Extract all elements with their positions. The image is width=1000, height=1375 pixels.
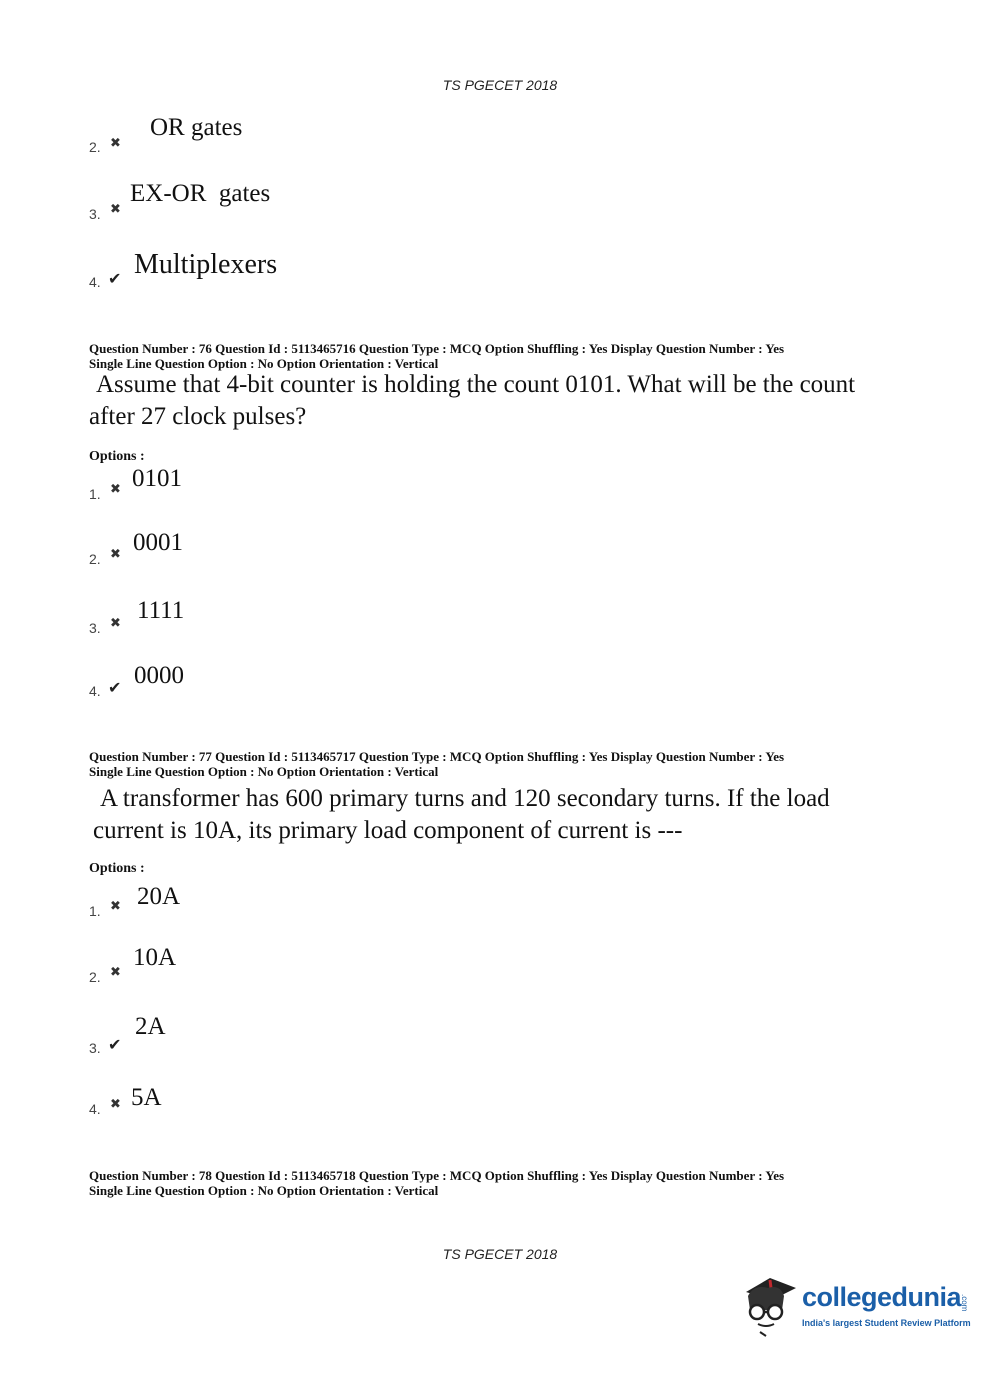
cross-icon: ✖	[110, 899, 121, 914]
cross-icon: ✖	[110, 965, 121, 980]
option-text: 10A	[133, 944, 177, 971]
question-meta-line1: Question Number : 76 Question Id : 5113465716 Question Type : MCQ Option Shuffling : Yes Display Question Number : Yes	[89, 341, 785, 356]
cross-icon: ✖	[110, 1097, 121, 1112]
question-meta-line2: Single Line Question Option : No Option Orientation : Vertical	[89, 764, 439, 779]
option-number: 1.	[89, 903, 101, 919]
check-icon: ✔	[108, 269, 122, 288]
question-meta-line1: Question Number : 77 Question Id : 5113465717 Question Type : MCQ Option Shuffling : Yes Display Question Number : Yes	[89, 749, 785, 764]
option-number: 4.	[89, 683, 101, 699]
option-text: 20A	[137, 883, 181, 910]
option-text: 0001	[133, 529, 183, 556]
option-text: 5A	[131, 1084, 162, 1111]
brand-name: collegedunia	[802, 1282, 962, 1312]
option-text: Multiplexers	[134, 249, 278, 280]
question-meta-line2: Single Line Question Option : No Option Orientation : Vertical	[89, 356, 439, 371]
mascot-icon	[740, 1270, 800, 1338]
brand-tagline: India's largest Student Review Platform	[802, 1318, 971, 1328]
option-number: 1.	[89, 486, 101, 502]
option-number: 2.	[89, 551, 101, 567]
options-label: Options :	[89, 861, 145, 876]
option-number: 4.	[89, 1101, 101, 1117]
question-meta-line1: Question Number : 78 Question Id : 5113465718 Question Type : MCQ Option Shuffling : Yes Display Question Number : Yes	[89, 1168, 785, 1183]
question-text-line1: A transformer has 600 primary turns and 120 secondary turns. If the load	[100, 785, 830, 812]
cross-icon: ✖	[110, 547, 121, 562]
option-number: 3.	[89, 206, 101, 222]
option-text: 1111	[137, 597, 185, 624]
option-text: OR gates	[150, 114, 243, 141]
option-number: 3.	[89, 1040, 101, 1056]
option-text: EX-OR gates	[130, 180, 271, 207]
question-text-line2: after 27 clock pulses?	[89, 403, 307, 430]
option-number: 2.	[89, 969, 101, 985]
option-number: 3.	[89, 620, 101, 636]
option-text: 2A	[135, 1013, 166, 1040]
cross-icon: ✖	[110, 136, 121, 151]
brand-logo	[740, 1270, 980, 1340]
option-number: 2.	[89, 139, 101, 155]
question-text-line2: current is 10A, its primary load component of current is ---	[93, 817, 683, 844]
cross-icon: ✖	[110, 202, 121, 217]
check-icon: ✔	[108, 1035, 122, 1054]
question-meta-line2: Single Line Question Option : No Option Orientation : Vertical	[89, 1183, 439, 1198]
page-header: TS PGECET 2018	[442, 77, 558, 93]
cross-icon: ✖	[110, 616, 121, 631]
option-text: 0101	[132, 465, 182, 492]
check-icon: ✔	[108, 678, 122, 697]
cross-icon: ✖	[110, 482, 121, 497]
question-text-line1: Assume that 4-bit counter is holding the count 0101. What will be the count	[96, 371, 856, 398]
option-number: 4.	[89, 274, 101, 290]
brand-suffix: .com	[960, 1294, 969, 1312]
option-text: 0000	[134, 662, 184, 689]
page-footer: TS PGECET 2018	[442, 1246, 558, 1262]
options-label: Options :	[89, 449, 145, 464]
